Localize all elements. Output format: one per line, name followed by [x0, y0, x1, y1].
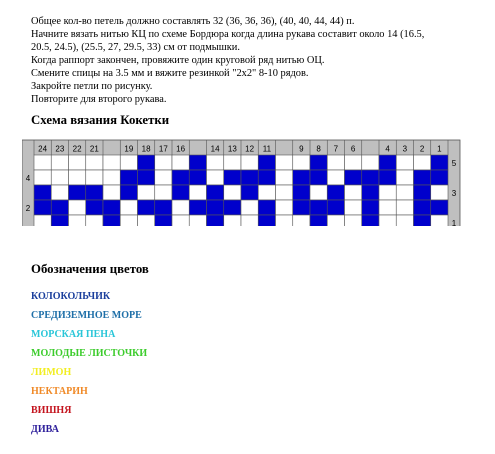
- chart-cell-empty: [155, 155, 172, 170]
- row-label-right: 5: [451, 159, 457, 168]
- column-label: 18: [141, 144, 151, 154]
- column-label: 13: [227, 144, 237, 154]
- chart-cell-empty: [120, 200, 137, 215]
- chart-cell-filled: [379, 155, 396, 170]
- chart-cell-empty: [379, 185, 396, 200]
- chart-cell-filled: [293, 200, 310, 215]
- chart-cell-filled: [379, 170, 396, 185]
- instruction-line: Когда раппорт закончен, провяжите один круговой ряд нитью ОЦ.: [31, 55, 325, 66]
- column-label: 4: [385, 144, 390, 154]
- chart-cell-empty: [345, 155, 362, 170]
- chart-cell-filled: [120, 170, 137, 185]
- chart-cell-empty: [207, 170, 224, 185]
- chart-cell-empty: [327, 215, 344, 226]
- chart-cell-filled: [51, 200, 68, 215]
- column-label: 23: [55, 144, 65, 154]
- chart-cell-empty: [258, 185, 275, 200]
- chart-cell-empty: [69, 215, 86, 226]
- knitting-chart: [22, 138, 468, 226]
- chart-cell-filled: [51, 215, 68, 226]
- chart-cell-empty: [293, 155, 310, 170]
- legend-item: ЛИМОН: [31, 367, 72, 378]
- chart-cell-filled: [362, 215, 379, 226]
- instruction-line: 20.5, 24.5), (25.5, 27, 29.5, 33) см от подмышки.: [31, 42, 240, 53]
- chart-cell-empty: [345, 200, 362, 215]
- chart-cell-filled: [258, 215, 275, 226]
- column-label: 22: [72, 144, 82, 154]
- chart-cell-filled: [207, 185, 224, 200]
- chart-cell-filled: [189, 200, 206, 215]
- chart-cell-filled: [431, 200, 448, 215]
- column-label: 11: [262, 144, 272, 154]
- instruction-line: Повторите для второго рукава.: [31, 94, 167, 105]
- chart-cell-filled: [189, 170, 206, 185]
- chart-cell-filled: [414, 215, 431, 226]
- left-label-column: [22, 155, 34, 226]
- chart-cell-filled: [224, 200, 241, 215]
- chart-cell-empty: [172, 155, 189, 170]
- column-label: 7: [333, 144, 339, 154]
- chart-cell-empty: [34, 215, 51, 226]
- chart-cell-empty: [310, 185, 327, 200]
- chart-cell-empty: [431, 185, 448, 200]
- chart-cell-filled: [207, 200, 224, 215]
- chart-cell-empty: [86, 215, 103, 226]
- column-label: 2: [419, 144, 425, 154]
- chart-cell-filled: [241, 185, 258, 200]
- chart-cell-filled: [293, 170, 310, 185]
- chart-cell-empty: [293, 215, 310, 226]
- legend-item: МОРСКАЯ ПЕНА: [31, 329, 116, 340]
- instruction-line: Общее кол-во петель должно составлять 32 (36, 36, 36), (40, 40, 44, 44) п.: [31, 16, 355, 27]
- chart-cell-empty: [379, 215, 396, 226]
- chart-cell-empty: [189, 185, 206, 200]
- chart-cell-filled: [362, 170, 379, 185]
- chart-cell-empty: [241, 155, 258, 170]
- chart-cell-empty: [138, 185, 155, 200]
- chart-cell-filled: [69, 185, 86, 200]
- chart-cell-filled: [34, 200, 51, 215]
- chart-cell-filled: [414, 170, 431, 185]
- chart-cell-filled: [155, 200, 172, 215]
- chart-cell-empty: [207, 155, 224, 170]
- chart-cell-empty: [34, 170, 51, 185]
- chart-cell-empty: [327, 155, 344, 170]
- chart-cell-empty: [345, 215, 362, 226]
- chart-cell-empty: [396, 185, 413, 200]
- chart-cell-filled: [293, 185, 310, 200]
- row-label-right: 1: [451, 219, 457, 226]
- chart-cell-filled: [172, 185, 189, 200]
- chart-cell-empty: [69, 200, 86, 215]
- knitting-chart-grid: [22, 138, 468, 226]
- column-label: 12: [245, 144, 255, 154]
- column-label: 24: [38, 144, 48, 154]
- legend-item: НЕКТАРИН: [31, 386, 88, 397]
- chart-cell-empty: [86, 170, 103, 185]
- legend-item: КОЛОКОЛЬЧИК: [31, 291, 111, 302]
- chart-cell-empty: [155, 170, 172, 185]
- chart-cell-filled: [138, 155, 155, 170]
- chart-cell-empty: [69, 170, 86, 185]
- chart-cell-empty: [69, 155, 86, 170]
- chart-cell-filled: [310, 155, 327, 170]
- chart-cell-filled: [224, 170, 241, 185]
- legend-item: СРЕДИЗЕМНОЕ МОРЕ: [31, 310, 142, 321]
- chart-cell-empty: [224, 185, 241, 200]
- chart-cell-empty: [241, 200, 258, 215]
- chart-cell-filled: [431, 170, 448, 185]
- chart-cell-filled: [258, 170, 275, 185]
- chart-cell-empty: [396, 200, 413, 215]
- column-label: 3: [402, 144, 408, 154]
- chart-cell-empty: [172, 200, 189, 215]
- chart-cell-empty: [189, 215, 206, 226]
- chart-cell-empty: [431, 215, 448, 226]
- legend-item: ВИШНЯ: [31, 405, 72, 416]
- chart-cell-filled: [258, 200, 275, 215]
- chart-cell-empty: [51, 170, 68, 185]
- row-label-right: 3: [451, 189, 457, 198]
- chart-cell-empty: [120, 155, 137, 170]
- legend-title: Обозначения цветов: [31, 262, 149, 276]
- chart-cell-empty: [362, 155, 379, 170]
- chart-cell-filled: [241, 170, 258, 185]
- chart-cell-empty: [103, 185, 120, 200]
- chart-cell-empty: [172, 215, 189, 226]
- chart-cell-filled: [310, 170, 327, 185]
- chart-cell-empty: [34, 155, 51, 170]
- chart-cell-filled: [86, 200, 103, 215]
- color-legend: [31, 290, 147, 442]
- column-label: 1: [437, 144, 442, 154]
- chart-title: Схема вязания Кокетки: [31, 113, 170, 127]
- row-label-left: 4: [25, 174, 31, 183]
- chart-cell-filled: [327, 185, 344, 200]
- chart-cell-filled: [34, 185, 51, 200]
- chart-cell-filled: [172, 170, 189, 185]
- chart-cell-empty: [276, 170, 293, 185]
- chart-cell-filled: [138, 200, 155, 215]
- chart-cell-empty: [345, 185, 362, 200]
- column-label: 17: [158, 144, 168, 154]
- chart-cell-empty: [396, 155, 413, 170]
- chart-cell-filled: [138, 170, 155, 185]
- chart-cell-filled: [414, 185, 431, 200]
- chart-cell-empty: [276, 155, 293, 170]
- chart-cell-empty: [120, 215, 137, 226]
- column-label: 16: [176, 144, 186, 154]
- legend-item: ДИВА: [31, 424, 59, 435]
- chart-cell-empty: [224, 155, 241, 170]
- chart-cell-empty: [396, 170, 413, 185]
- legend-item: МОЛОДЫЕ ЛИСТОЧКИ: [31, 348, 148, 359]
- chart-cell-empty: [396, 215, 413, 226]
- instruction-line: Смените спицы на 3.5 мм и вяжите резинкой "2x2" 8-10 рядов.: [31, 68, 309, 79]
- chart-cell-empty: [379, 200, 396, 215]
- column-label: 8: [316, 144, 321, 154]
- chart-cell-empty: [86, 155, 103, 170]
- chart-cell-filled: [310, 215, 327, 226]
- chart-cell-empty: [138, 215, 155, 226]
- chart-cell-empty: [103, 155, 120, 170]
- column-label: 14: [210, 144, 220, 154]
- chart-cell-empty: [103, 170, 120, 185]
- chart-cell-filled: [103, 200, 120, 215]
- chart-cell-filled: [431, 155, 448, 170]
- chart-cell-empty: [276, 185, 293, 200]
- chart-cell-filled: [414, 200, 431, 215]
- chart-cell-filled: [86, 185, 103, 200]
- chart-cell-filled: [345, 170, 362, 185]
- column-label: 19: [124, 144, 134, 154]
- chart-cell-empty: [276, 215, 293, 226]
- chart-cell-filled: [155, 215, 172, 226]
- column-label: 21: [89, 144, 99, 154]
- instruction-line: Начните вязать нитью КЦ по схеме Бордюра когда длина рукава составит около 14 (16.5,: [31, 29, 425, 40]
- chart-cell-empty: [414, 155, 431, 170]
- chart-cell-filled: [362, 200, 379, 215]
- instruction-line: Закройте петли по рисунку.: [31, 81, 153, 92]
- column-label: 9: [299, 144, 304, 154]
- chart-cell-empty: [155, 185, 172, 200]
- chart-cell-empty: [224, 215, 241, 226]
- chart-cell-filled: [103, 215, 120, 226]
- chart-cell-filled: [207, 215, 224, 226]
- chart-cell-filled: [120, 185, 137, 200]
- chart-cell-empty: [276, 200, 293, 215]
- chart-cell-empty: [241, 215, 258, 226]
- chart-cell-empty: [51, 155, 68, 170]
- chart-cell-empty: [51, 185, 68, 200]
- chart-cell-filled: [310, 200, 327, 215]
- column-label: 6: [350, 144, 356, 154]
- chart-cell-filled: [362, 185, 379, 200]
- row-label-left: 2: [25, 204, 31, 213]
- chart-cell-filled: [327, 200, 344, 215]
- chart-cell-filled: [258, 155, 275, 170]
- chart-cell-empty: [327, 170, 344, 185]
- chart-cell-filled: [189, 155, 206, 170]
- instructions: [31, 15, 486, 106]
